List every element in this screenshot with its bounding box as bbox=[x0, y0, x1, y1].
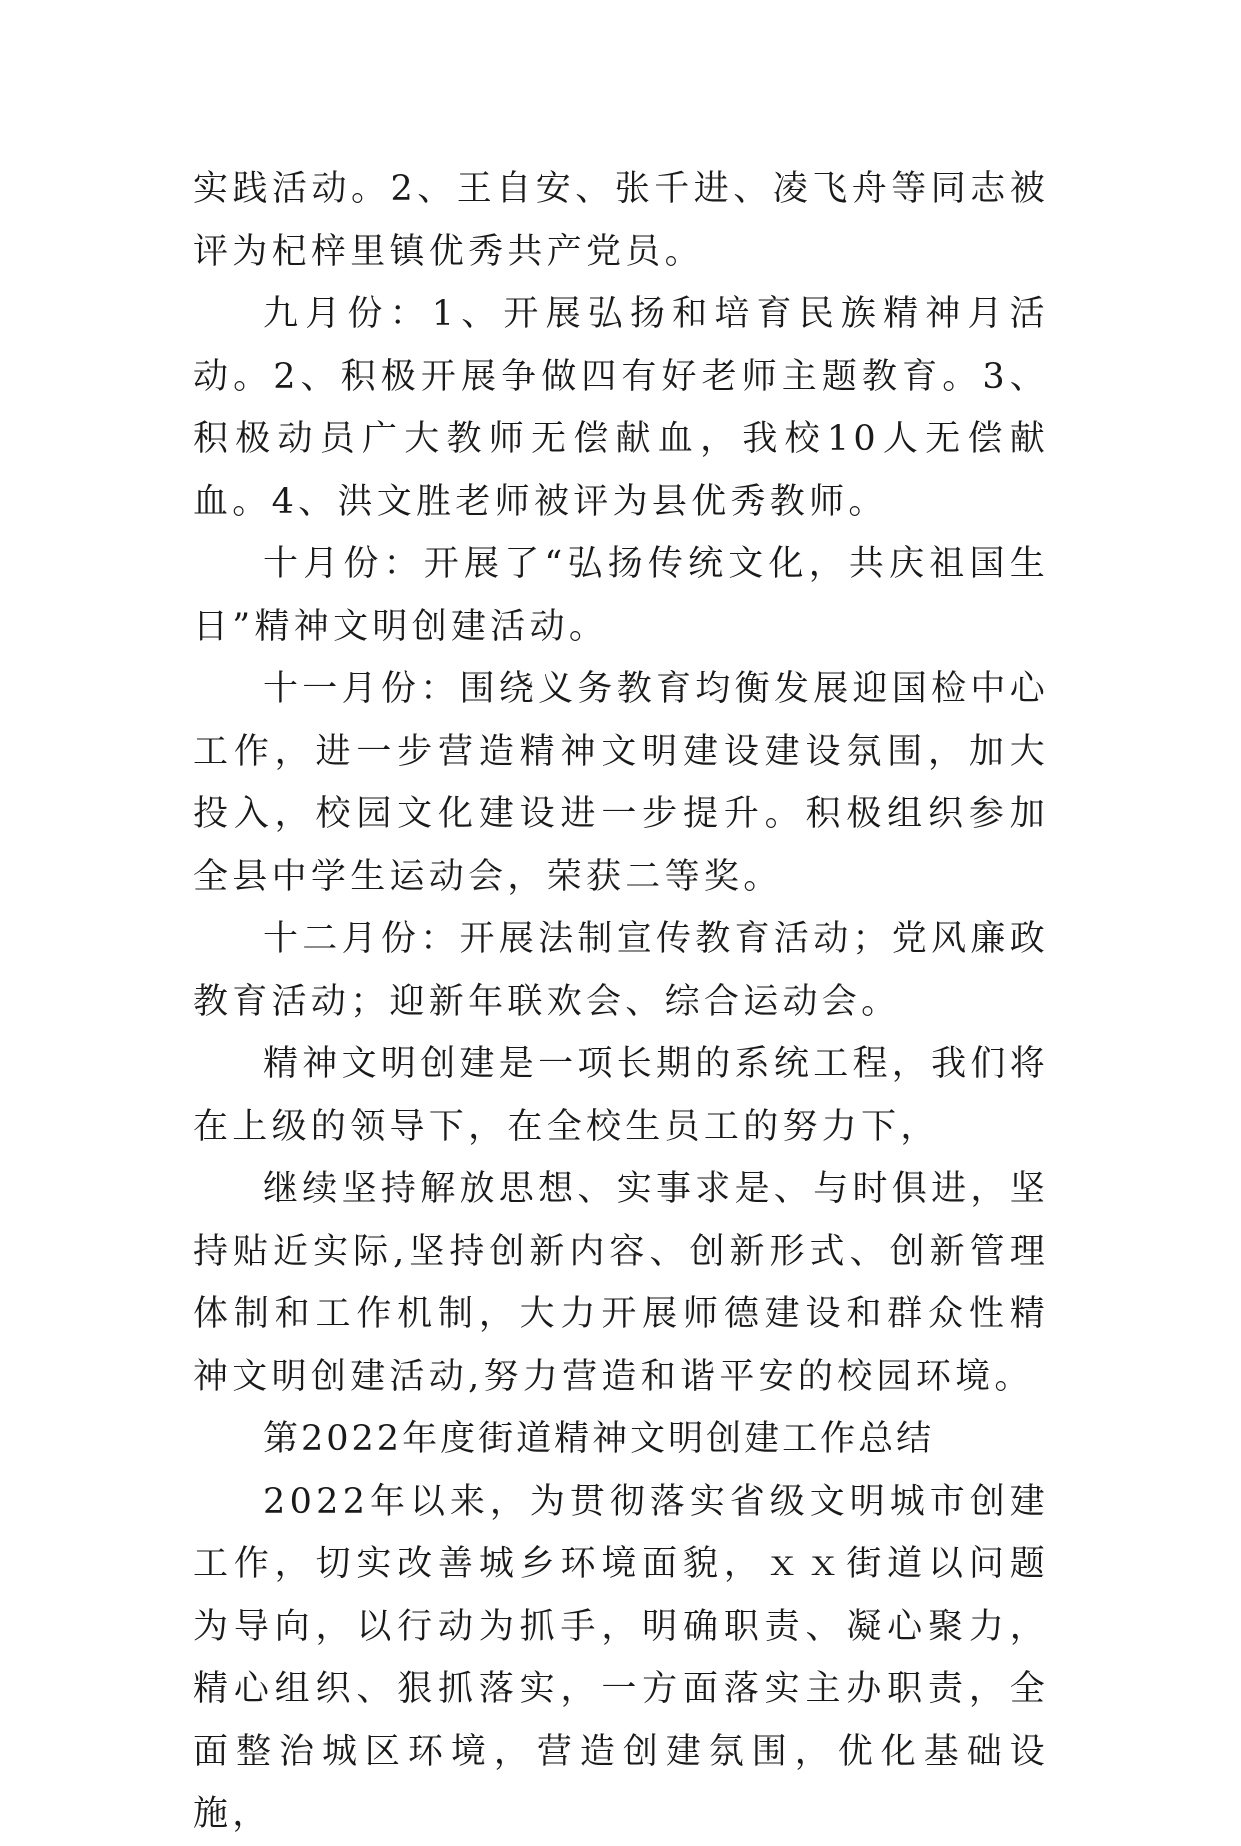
section-title: 第2022年度街道精神文明创建工作总结 bbox=[263, 1419, 935, 1459]
paragraph-august-continued: 实践活动。2、王自安、张千进、凌飞舟等同志被评为杞梓里镇优秀共产党员。 bbox=[193, 169, 1049, 272]
paragraph-conclusion: 继续坚持解放思想、实事求是、与时俱进，坚持贴近实际,坚持创新内容、创新形式、创新管理体制和工作机制，大力开展师德建设和群众性精神文明创建活动,努力营造和谐平安的校园环境。 bbox=[193, 1169, 1050, 1397]
paragraph-section-intro: 2022年以来，为贯彻落实省级文明城市创建工作，切实改善城乡环境面貌，ｘｘ街道以问题为导向，以行动为抓手，明确职责、凝心聚力，精心组织、狠抓落实，一方面落实主办职责，全面整治城区环境，营造创建氛围，优化基础设施， bbox=[193, 1481, 1049, 1834]
paragraph-november: 十一月份：围绕义务教育均衡发展迎国检中心工作，进一步营造精神文明建设建设氛围，加大投入，校园文化建设进一步提升。积极组织参加全县中学生运动会，荣获二等奖。 bbox=[193, 669, 1050, 897]
document-body bbox=[193, 158, 1049, 1846]
paragraph-december: 十二月份：开展法制宣传教育活动；党风廉政教育活动；迎新年联欢会、综合运动会。 bbox=[193, 919, 1050, 1022]
paragraph-conclusion-intro: 精神文明创建是一项长期的系统工程，我们将在上级的领导下，在全校生员工的努力下， bbox=[193, 1044, 1050, 1147]
paragraph-september: 九月份：1、开展弘扬和培育民族精神月活动。2、积极开展争做四有好老师主题教育。3、积极动员广大教师无偿献血，我校10人无偿献血。4、洪文胜老师被评为县优秀教师。 bbox=[193, 294, 1049, 522]
paragraph-october: 十月份：开展了“弘扬传统文化，共庆祖国生日”精神文明创建活动。 bbox=[193, 544, 1049, 647]
